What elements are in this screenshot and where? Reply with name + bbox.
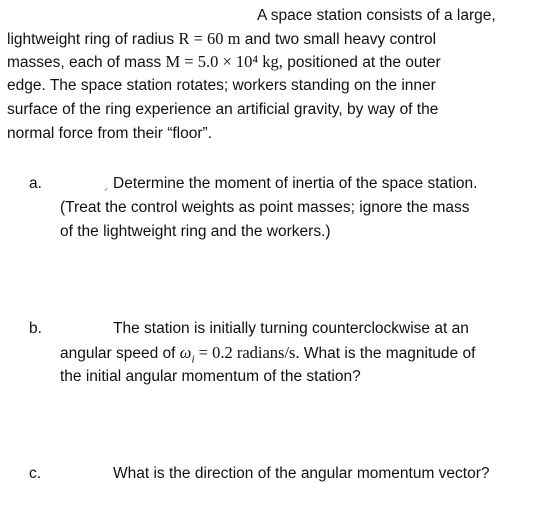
mass-expression: M = 5.0 × 10⁴ kg, (165, 52, 283, 71)
part-b-line-2-tail: What is the magnitude of (299, 345, 476, 362)
part-b-line-1: The station is initially turning counterclockwise at an (113, 320, 469, 337)
intro-line-3-text: masses, each of mass (7, 54, 166, 71)
intro-line-4: edge. The space station rotates; workers standing on the inner (7, 77, 436, 94)
intro-line-2 (7, 29, 436, 50)
part-b-line-3: the initial angular momentum of the station? (60, 368, 361, 385)
part-b-line-2-text: angular speed of (60, 345, 180, 362)
intro-line-1: A space station consists of a large, (257, 7, 496, 24)
intro-line-2-tail: and two small heavy control (240, 31, 437, 48)
part-a-line-1: Determine the moment of inertia of the space station. (113, 175, 478, 192)
part-a-line-2: (Treat the control weights as point masses; ignore the mass (60, 199, 470, 216)
part-c-line-1: What is the direction of the angular momentum vector? (113, 465, 490, 482)
part-b-label: b. (29, 320, 42, 337)
omega-glyph: ω (179, 343, 192, 362)
intro-line-3 (7, 52, 441, 73)
part-c-label: c. (29, 465, 42, 482)
omega-value: = 0.2 radians/s. (194, 343, 300, 362)
intro-line-5: surface of the ring experience an artificial gravity, by way of the (7, 101, 439, 118)
omega-subscript-text: i (191, 353, 195, 366)
radius-expression: R = 60 m (178, 29, 241, 48)
stray-mark (104, 188, 108, 192)
part-a-line-3: of the lightweight ring and the workers.) (60, 223, 331, 240)
part-b-line-2 (60, 343, 475, 369)
intro-line-2-text: lightweight ring of radius (7, 31, 179, 48)
part-a-label: a. (29, 175, 42, 192)
intro-line-6: normal force from their “floor”. (7, 125, 212, 142)
intro-line-3-tail: positioned at the outer (282, 54, 441, 71)
omega-symbol (179, 343, 300, 366)
